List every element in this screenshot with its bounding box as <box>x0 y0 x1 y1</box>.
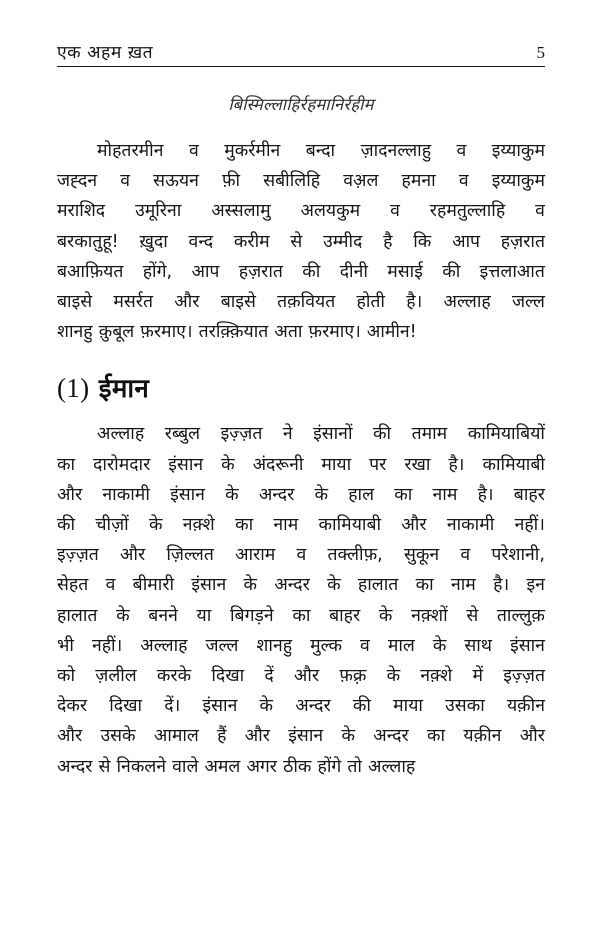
text-word: सेहत <box>57 575 89 596</box>
text-word: का <box>292 605 311 626</box>
text-word: रब्बुल <box>164 424 201 445</box>
text-word: और <box>119 545 146 566</box>
text-word: वअ़ल <box>343 171 379 192</box>
text-word: हैं <box>217 726 227 747</box>
text-word: रहमतुल्लाहि <box>429 201 506 222</box>
text-word: इंसान <box>191 575 227 596</box>
text-word: बआफ़ियत <box>57 261 124 282</box>
text-word: के <box>341 726 355 747</box>
text-word: व <box>390 201 400 222</box>
text-word: के <box>386 665 401 686</box>
text-word: जह्दन <box>57 171 98 192</box>
text-word: के <box>378 605 393 626</box>
text-line <box>57 631 545 661</box>
text-word: है। <box>406 292 423 313</box>
header-chapter-title: एक अहम ख़त <box>57 42 154 63</box>
text-word: बन्दा <box>305 141 336 161</box>
text-word: परेशानी, <box>491 545 545 566</box>
text-word: व <box>535 201 545 222</box>
text-word: के <box>327 575 341 596</box>
text-word: चीज़ों <box>95 514 129 535</box>
text-word: अलयकुम <box>300 201 361 222</box>
text-word: है। <box>493 575 510 596</box>
text-line <box>57 166 545 196</box>
text-word: इज़्ज़त <box>503 665 545 686</box>
text-line <box>57 257 545 287</box>
text-word: आप <box>452 231 481 252</box>
text-word: ख़ुदा <box>139 231 168 252</box>
text-line: शानहु क़ुबूल फ़रमाए। तरक़्क़ियात अता फ़रमाए। आमीन! <box>57 322 417 343</box>
text-word: का <box>415 575 434 596</box>
text-word: जल्ल <box>511 292 545 313</box>
text-line <box>57 196 545 226</box>
text-word: नक़्शे <box>182 514 215 535</box>
text-word: मराशिद <box>57 201 106 222</box>
text-word: ज़िल्लत <box>166 545 214 566</box>
page-content <box>57 92 545 782</box>
text-word: इय्याकुम <box>491 171 545 192</box>
text-word: दीनी <box>339 261 368 282</box>
text-word: व <box>458 171 469 192</box>
text-word: बाहर <box>513 484 545 505</box>
text-word: माया <box>393 696 423 717</box>
text-word: यक़ीन <box>463 726 502 747</box>
text-word: उसके <box>100 726 136 747</box>
text-word: व <box>456 141 467 161</box>
text-word: फ़ी <box>221 171 241 192</box>
text-word: तक़वियत <box>277 292 336 313</box>
text-word: हज़रात <box>500 231 545 252</box>
text-word: और <box>401 514 427 535</box>
text-word: बनने <box>148 605 178 626</box>
text-word: फ़क़्र <box>339 665 367 686</box>
text-word: रखा <box>404 454 431 475</box>
text-word: के <box>221 454 235 475</box>
text-word: व <box>188 141 199 161</box>
text-word: उसका <box>445 696 485 717</box>
text-word: नाकामी <box>102 484 150 505</box>
text-word: दारोमदार <box>93 454 151 475</box>
text-word: उमूरिना <box>135 201 182 222</box>
text-word: इंसान <box>510 635 545 656</box>
text-word: कामियाबी <box>318 514 382 535</box>
text-word: हाल <box>348 484 375 505</box>
text-word: आमाल <box>153 726 199 747</box>
text-word: के <box>243 575 258 596</box>
text-word: से <box>466 605 479 626</box>
text-word: नहीं। <box>91 635 123 656</box>
text-word: इंसान <box>168 454 204 475</box>
text-word: है <box>383 231 393 252</box>
text-word: अन्दर <box>373 726 409 747</box>
text-word: और <box>57 484 83 505</box>
text-word: दिखा <box>109 696 143 717</box>
text-word: व <box>296 545 307 566</box>
text-word: बीमारी <box>132 575 175 596</box>
text-word: से <box>290 231 303 252</box>
text-word: अल्लाह <box>97 424 145 445</box>
text-word: और <box>57 726 83 747</box>
running-header <box>57 33 545 67</box>
text-word: का <box>394 484 413 505</box>
section-number: (1) <box>57 373 90 404</box>
text-word: के <box>225 484 239 505</box>
text-word: ज़ादनल्लाहु <box>360 141 432 161</box>
text-word: और <box>293 665 320 686</box>
text-word: की <box>352 696 371 717</box>
text-word: अंदरूनी <box>252 454 304 475</box>
text-word: के <box>314 484 328 505</box>
text-line: अन्दर से निकलने वाले अमल अगर ठीक होंगे तो अल्लाह <box>57 756 416 777</box>
text-word: करीम <box>233 231 270 252</box>
text-word: दें। <box>164 696 181 717</box>
text-word: की <box>302 261 321 282</box>
text-line <box>57 287 545 317</box>
text-word: अन्दर <box>258 484 295 505</box>
text-word: देकर <box>57 696 88 717</box>
text-word: में <box>472 665 483 686</box>
section-heading-1 <box>57 373 545 405</box>
text-word: होंगे, <box>142 261 173 282</box>
text-word: की <box>57 514 76 535</box>
text-word: मसाई <box>387 261 423 282</box>
text-word: बिगड़ने <box>229 605 274 626</box>
text-word: आराम <box>235 545 276 566</box>
text-word: का <box>235 514 254 535</box>
text-word: होती <box>356 292 385 313</box>
text-word: के <box>432 635 447 656</box>
text-word: जल्ल <box>205 635 239 656</box>
text-word: इत्तलाआत <box>479 261 545 282</box>
text-line <box>57 570 545 600</box>
text-word: है। <box>477 484 494 505</box>
text-word: नाम <box>273 514 299 535</box>
text-word: नक़्शे <box>420 665 453 686</box>
text-word: की <box>442 261 461 282</box>
text-word: सबीलिहि <box>263 171 321 192</box>
text-word: व <box>460 545 471 566</box>
text-word: इंसान <box>288 726 324 747</box>
text-word: की <box>373 424 392 445</box>
text-word: ने <box>282 424 293 445</box>
text-word: नक़्शों <box>411 605 448 626</box>
text-word: के <box>148 514 163 535</box>
text-word: इज़्ज़त <box>220 424 263 445</box>
text-word: तमाम <box>411 424 448 445</box>
text-word: व <box>120 171 131 192</box>
text-line <box>57 450 545 480</box>
text-word: हमना <box>401 171 436 192</box>
text-word: कामियाबियों <box>467 424 545 445</box>
text-word: इंसान <box>202 696 238 717</box>
text-word: बरकातुहू! <box>57 231 119 252</box>
text-word: मुकर्रमीन <box>224 141 281 161</box>
text-line <box>57 540 545 570</box>
text-word: मसर्रत <box>113 292 154 313</box>
text-word: इय्याकुम <box>491 141 545 161</box>
text-word: हालात <box>57 605 98 626</box>
text-word: बाहर <box>329 605 361 626</box>
text-word: या <box>196 605 212 626</box>
text-word: इज़्ज़त <box>57 545 99 566</box>
text-word: बाइसे <box>57 292 93 313</box>
bismillah-line: बिस्मिल्लाहिर्रहमानिर्रहीम <box>228 95 374 114</box>
text-word: नाम <box>450 575 476 596</box>
text-word: माया <box>321 454 352 475</box>
text-word: आप <box>191 261 220 282</box>
text-word: हालात <box>357 575 399 596</box>
text-word: अल्लाह <box>443 292 491 313</box>
text-word: अल्लाह <box>140 635 188 656</box>
text-word: पर <box>369 454 387 475</box>
text-word: मोहतरमीन <box>97 141 164 161</box>
text-word: को <box>57 665 76 686</box>
text-word: कि <box>413 231 432 252</box>
text-word: ताल्लुक़ <box>496 605 545 626</box>
text-word: नाकामी <box>446 514 495 535</box>
text-word: है। <box>448 454 465 475</box>
text-line <box>57 661 545 691</box>
text-word: अन्दर <box>295 696 331 717</box>
text-word: और <box>174 292 200 313</box>
text-word: के <box>259 696 274 717</box>
text-word: सुकून <box>403 545 440 566</box>
text-word: तक्लीफ़, <box>327 545 383 566</box>
text-word: उम्मीद <box>323 231 363 252</box>
text-word: सऊयन <box>153 171 199 192</box>
paragraph-iman-body <box>57 419 545 781</box>
text-word: का <box>57 454 76 475</box>
text-word: इंसान <box>170 484 205 505</box>
text-line <box>57 510 545 540</box>
text-word: नाम <box>432 484 458 505</box>
text-word: का <box>426 726 446 747</box>
text-word: अन्दर <box>274 575 310 596</box>
text-word: शानहु <box>256 635 293 656</box>
text-word: कामियाबी <box>482 454 545 475</box>
text-line <box>57 480 545 510</box>
text-word: दें <box>264 665 274 686</box>
text-line <box>57 419 545 449</box>
page-number: 5 <box>536 43 545 63</box>
text-word: साथ <box>464 635 493 656</box>
text-word: मुल्क <box>310 635 343 656</box>
text-line <box>57 691 545 721</box>
text-word: करके <box>156 665 192 686</box>
section-title: ईमान <box>98 374 150 405</box>
text-line <box>57 136 545 166</box>
text-word: यक़ीन <box>506 696 545 717</box>
text-word: हज़रात <box>238 261 283 282</box>
text-word: भी <box>57 635 74 656</box>
text-word: के <box>116 605 130 626</box>
text-word: अस्सलामु <box>211 201 271 222</box>
text-word: नहीं। <box>514 514 545 535</box>
text-word: ज़लील <box>95 665 137 686</box>
text-line <box>57 601 545 631</box>
text-word: और <box>244 726 270 747</box>
text-word: इंसानों <box>313 424 353 445</box>
text-word: व <box>105 575 116 596</box>
text-word: व <box>360 635 370 656</box>
text-line <box>57 227 545 257</box>
text-word: वन्द <box>188 231 214 252</box>
paragraph-opening-salutation <box>57 136 545 347</box>
text-word: बाइसे <box>220 292 256 313</box>
text-line <box>57 721 545 751</box>
text-word: माल <box>387 635 415 656</box>
text-word: दिखा <box>211 665 245 686</box>
text-word: और <box>519 726 545 747</box>
text-word: इन <box>526 575 545 596</box>
